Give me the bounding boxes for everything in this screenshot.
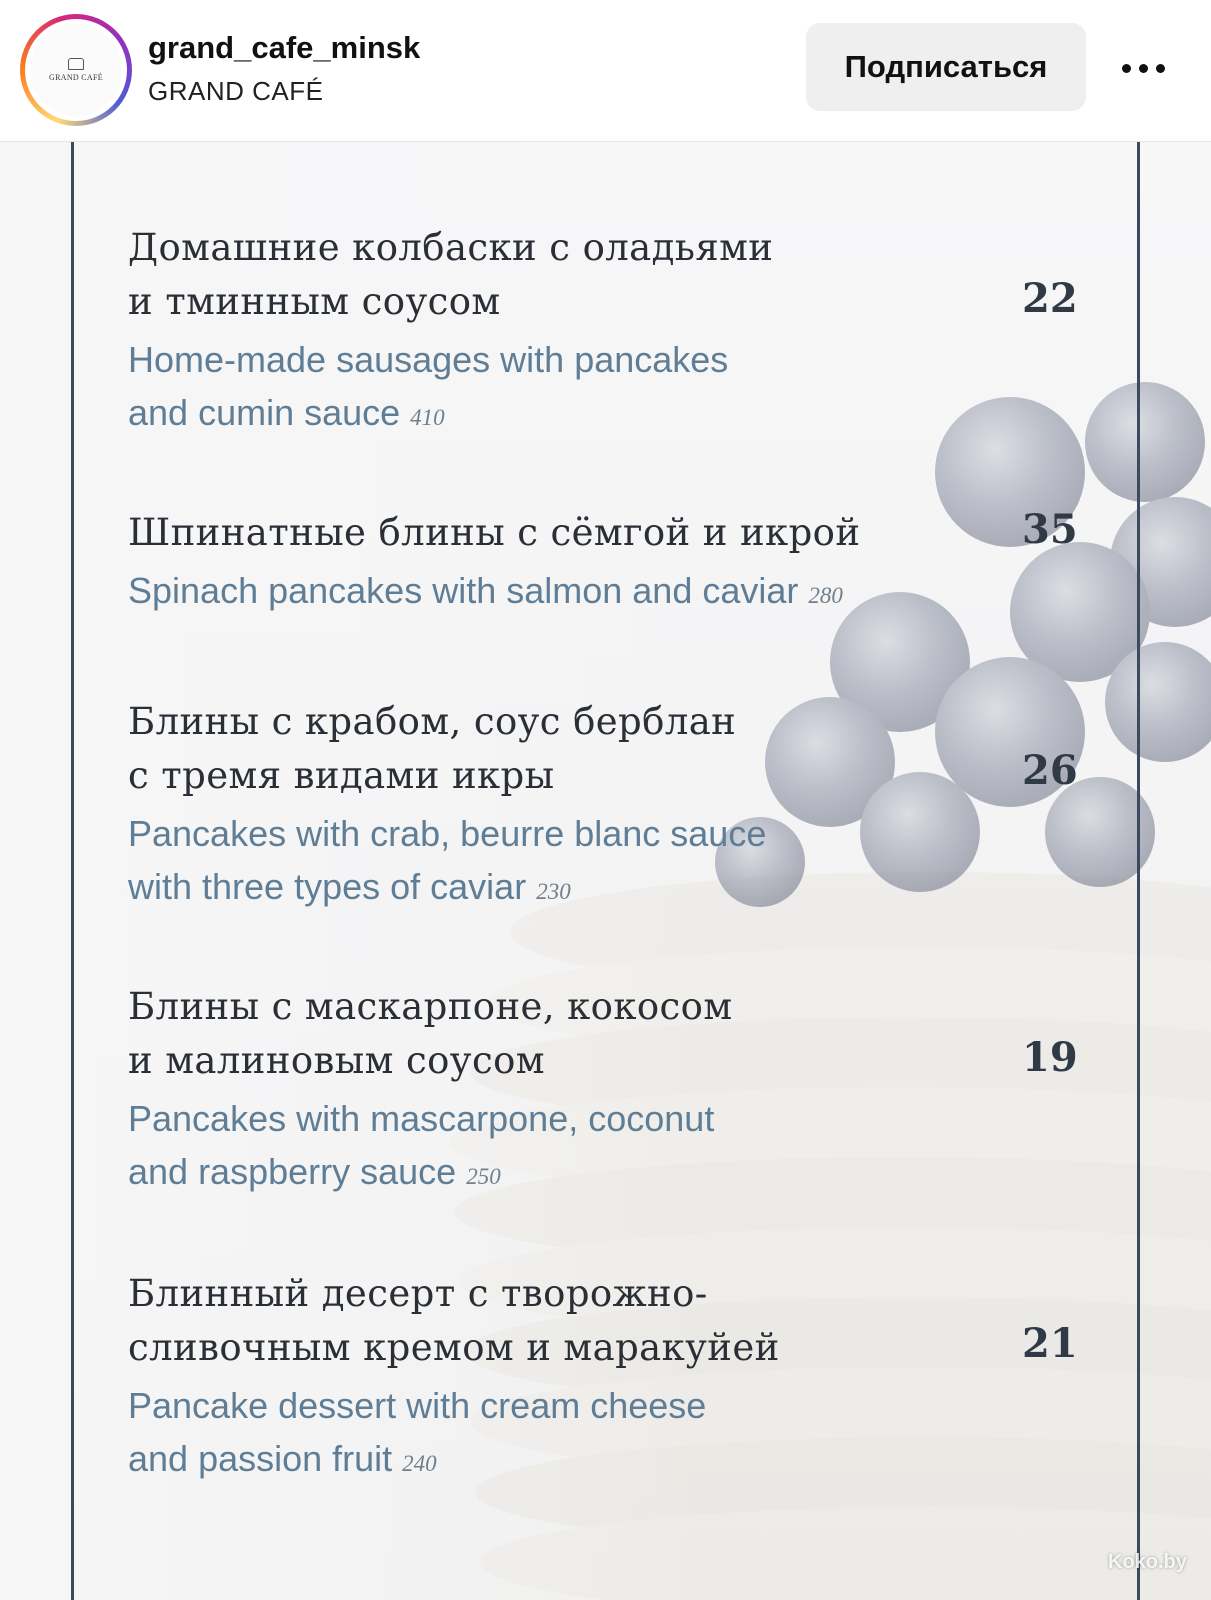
item-name-en — [128, 1379, 1128, 1490]
item-name-en-text: Pancake dessert with cream cheese and passion fruit — [128, 1385, 707, 1479]
item-name-en-text: Home-made sausages with pancakes and cumin sauce — [128, 339, 729, 433]
watermark: Koko.by — [1108, 1551, 1187, 1573]
avatar-border — [25, 19, 127, 121]
item-weight: 250 — [466, 1164, 501, 1189]
item-name-ru: Блинный десерт с творожно- сливочным кремом и маракуйей — [128, 1272, 780, 1369]
item-name-ru: Шпинатные блины с сёмгой и икрой — [128, 511, 861, 554]
avatar-logo-text: GRAND CAFÉ — [49, 73, 103, 82]
menu-item — [128, 221, 1128, 444]
item-weight: 240 — [402, 1451, 437, 1476]
item-name-en — [128, 807, 1128, 918]
item-price: 21 — [1022, 1320, 1078, 1367]
item-name-ru: Блины с крабом, соус берблан с тремя видами икры — [128, 700, 737, 797]
frame-line-right — [1137, 142, 1140, 1600]
item-name-en — [128, 564, 1128, 622]
item-price: 26 — [1022, 747, 1078, 794]
menu-item — [128, 506, 1128, 622]
username[interactable]: grand_cafe_minsk — [148, 30, 421, 65]
item-price: 35 — [1022, 506, 1078, 553]
item-name-en-text: Spinach pancakes with salmon and caviar — [128, 570, 799, 611]
avatar[interactable] — [20, 14, 132, 126]
item-price: 19 — [1022, 1034, 1078, 1081]
more-horizontal-icon[interactable] — [1122, 58, 1172, 78]
menu-photo — [0, 142, 1211, 1600]
frame-line-left — [71, 142, 74, 1600]
item-price: 22 — [1022, 275, 1078, 322]
item-weight: 280 — [808, 583, 843, 608]
item-name-en-text: Pancakes with crab, beurre blanc sauce with three types of caviar — [128, 813, 767, 907]
more-dot — [1139, 64, 1148, 73]
item-name-en-text: Pancakes with mascarpone, coconut and raspberry sauce — [128, 1098, 715, 1192]
crest-icon — [68, 58, 84, 70]
account-name: GRAND CAFÉ — [148, 76, 324, 106]
menu-item — [128, 980, 1128, 1203]
avatar-logo — [30, 24, 122, 116]
more-dot — [1122, 64, 1131, 73]
menu-item — [128, 695, 1128, 918]
more-dot — [1156, 64, 1165, 73]
post-header — [0, 0, 1211, 142]
item-name-ru: Домашние колбаски с оладьями и тминным соусом — [128, 226, 774, 323]
item-weight: 230 — [536, 879, 571, 904]
item-weight: 410 — [410, 405, 445, 430]
item-name-en — [128, 1092, 1128, 1203]
menu-item — [128, 1267, 1128, 1490]
follow-button[interactable]: Подписаться — [806, 23, 1086, 111]
item-name-en — [128, 333, 1128, 444]
item-name-ru: Блины с маскарпоне, кокосом и малиновым соусом — [128, 985, 733, 1082]
